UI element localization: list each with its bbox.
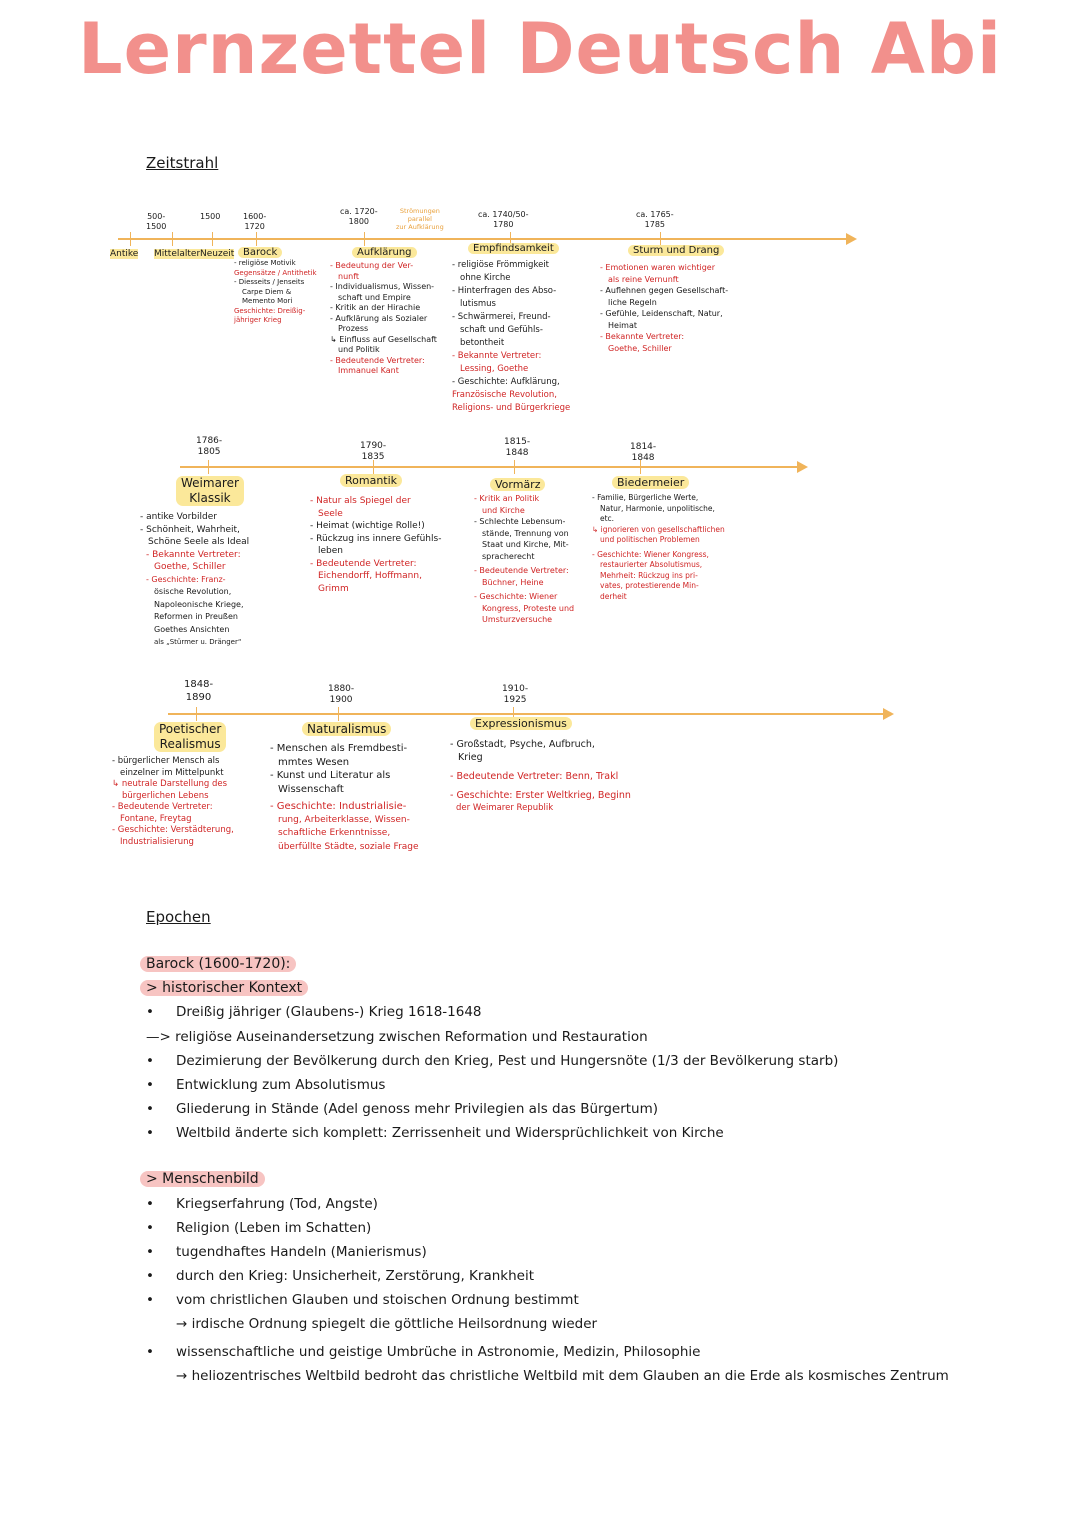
year-label: 500- 1500 bbox=[146, 212, 167, 231]
year-label: ca. 1765- 1785 bbox=[636, 210, 674, 229]
vormaerz-notes: - Kritik an Politik und Kirche - Schlechte Lebensum- stände, Trennung von Staat und Kirche, Mit- spracherecht - Bedeutende Vertreter: Büchner, Heine - Geschichte: Wiener Kongress, Proteste und Umsturzversuche bbox=[474, 494, 575, 624]
epoch-vormaerz: Vormärz bbox=[490, 478, 545, 491]
expressionismus-notes: - Großstadt, Psyche, Aufbruch, Krieg - Bedeutende Vertreter: Benn, Trakl - Geschichte: Erster Weltkrieg, Beginn der Weimarer Republik bbox=[450, 739, 631, 813]
tick bbox=[196, 707, 197, 721]
timeline-row2-line bbox=[180, 466, 798, 468]
barock-notes: - religiöse Motivik Gegensätze / Antithetik - Diesseits / Jenseits Carpe Diem & Memento Mori Geschichte: Dreißig- jähriger Krieg bbox=[234, 259, 317, 324]
history-bullets-2 bbox=[146, 1049, 838, 1145]
era-mittelalter: Mittelalter bbox=[154, 249, 201, 259]
menschenbild-sub-2: → heliozentrisches Weltbild bedroht das christliche Weltbild mit dem Glauben an die Erde als kosmisches Zentrum bbox=[176, 1368, 949, 1384]
list-item: • Religion (Leben im Schatten) bbox=[146, 1216, 579, 1240]
epoch-weimarer-klassik: Weimarer Klassik bbox=[176, 476, 244, 506]
tick bbox=[338, 707, 339, 721]
historischer-kontext-heading: > historischer Kontext bbox=[140, 980, 308, 996]
tick bbox=[130, 232, 131, 246]
barock-heading: Barock (1600-1720): bbox=[140, 956, 296, 972]
empfindsamkeit-notes: - religiöse Frömmigkeit ohne Kirche - Hinterfragen des Abso- lutismus - Schwärmerei, Freund- schaft und Gefühls- betontheit - Bekannte Vertreter: Lessing, Goethe - Geschichte: Aufklärung, Französische Revolution, Religions- und Bürgerkriege bbox=[452, 260, 571, 413]
epochen-heading: Epochen bbox=[146, 908, 211, 926]
year-label: 1880- 1900 bbox=[328, 684, 355, 705]
naturalismus-notes: - Menschen als Fremdbesti- mmtes Wesen - Kunst und Literatur als Wissenschaft - Geschichte: Industrialisie- rung, Arbeiterklasse, Wissen- schaftliche Erkenntnisse, überfüllte Städte, soziale Frage bbox=[270, 743, 419, 852]
epoch-expressionismus: Expressionismus bbox=[470, 717, 572, 730]
timeline-row1-arrow-icon bbox=[846, 233, 857, 245]
parallel-note: Strömungen parallel zur Aufklärung bbox=[396, 207, 444, 231]
list-item: • Gliederung in Stände (Adel genoss mehr Privilegien als das Bürgertum) bbox=[146, 1097, 838, 1121]
epoch-barock: Barock bbox=[238, 247, 282, 258]
history-bullets-1 bbox=[146, 1000, 482, 1024]
year-label: 1600- 1720 bbox=[243, 212, 267, 231]
realismus-notes: - bürgerlicher Mensch als einzelner im Mittelpunkt ↳ neutrale Darstellung des bürgerlichen Lebens - Bedeutende Vertreter: Fontane, Freytag - Geschichte: Verstädterung, Industrialisierung bbox=[112, 756, 234, 847]
list-item: • tugendhaftes Handeln (Manierismus) bbox=[146, 1240, 579, 1264]
epoch-sturm-und-drang: Sturm und Drang bbox=[628, 245, 724, 256]
year-label: 1786- 1805 bbox=[196, 436, 223, 457]
timeline-row1-line bbox=[118, 238, 848, 240]
timeline-heading: Zeitstrahl bbox=[146, 154, 219, 172]
era-neuzeit: Neuzeit bbox=[200, 249, 235, 259]
tick bbox=[172, 232, 173, 246]
tick bbox=[660, 232, 661, 246]
year-label: ca. 1720- 1800 bbox=[340, 207, 378, 226]
klassik-notes: - antike Vorbilder - Schönheit, Wahrheit, Schöne Seele als Ideal - Bekannte Vertreter: Goethe, Schiller - Geschichte: Franz- ösische Revolution, Napoleonische Kriege, Reformen in Preußen Goethes Ansichten als „Stürmer u. Dränger“ bbox=[140, 512, 250, 646]
epoch-empfindsamkeit: Empfindsamkeit bbox=[468, 243, 559, 254]
list-item: • Weltbild änderte sich komplett: Zerrissenheit und Widersprüchlichkeit von Kirche bbox=[146, 1121, 838, 1145]
page-title: Lernzettel Deutsch Abi bbox=[78, 8, 1002, 90]
epoch-romantik: Romantik bbox=[340, 474, 402, 487]
menschenbild-sub-1: → irdische Ordnung spiegelt die göttliche Heilsordnung wieder bbox=[176, 1316, 598, 1332]
year-label: 1790- 1835 bbox=[360, 441, 387, 462]
menschenbild-bullets-2 bbox=[146, 1340, 700, 1364]
list-item: • Entwicklung zum Absolutismus bbox=[146, 1073, 838, 1097]
menschenbild-bullets bbox=[146, 1192, 579, 1312]
list-item: • Dreißig jähriger (Glaubens-) Krieg 1618-1648 bbox=[146, 1000, 482, 1024]
biedermeier-notes: - Familie, Bürgerliche Werte, Natur, Harmonie, unpolitische, etc. ↳ ignorieren von gesellschaftlichen und politischen Problemen - Geschichte: Wiener Kongress, restaurierter Absolutismus, Mehrheit: Rückzug ins pri- vates, protestierende Min- derheit bbox=[592, 493, 725, 601]
menschenbild-heading: > Menschenbild bbox=[140, 1171, 265, 1187]
tick bbox=[364, 232, 365, 246]
tick bbox=[514, 460, 515, 474]
timeline-row3-arrow-icon bbox=[883, 708, 894, 720]
tick bbox=[212, 232, 213, 246]
year-label: 1500 bbox=[200, 212, 221, 221]
year-label: ca. 1740/50- 1780 bbox=[478, 210, 529, 229]
list-item: • Dezimierung der Bevölkerung durch den Krieg, Pest und Hungersnöte (1/3 der Bevölkerung starb) bbox=[146, 1049, 838, 1073]
romantik-notes: - Natur als Spiegel der Seele - Heimat (wichtige Rolle!) - Rückzug ins innere Gefühls- leben - Bedeutende Vertreter: Eichendorff, Hoffmann, Grimm bbox=[310, 496, 442, 594]
sturm-und-drang-notes: - Emotionen waren wichtiger als reine Vernunft - Auflehnen gegen Gesellschaft- liche Regeln - Gefühle, Leidenschaft, Natur, Heimat - Bekannte Vertreter: Goethe, Schiller bbox=[600, 263, 729, 353]
timeline-row2-arrow-icon bbox=[797, 461, 808, 473]
epoch-aufklaerung: Aufklärung bbox=[352, 247, 417, 258]
epoch-poetischer-realismus: Poetischer Realismus bbox=[154, 722, 226, 752]
timeline-row3-line bbox=[168, 713, 884, 715]
epoch-naturalismus: Naturalismus bbox=[302, 722, 391, 736]
tick bbox=[256, 232, 257, 246]
list-item: • durch den Krieg: Unsicherheit, Zerstörung, Krankheit bbox=[146, 1264, 579, 1288]
era-antike: Antike bbox=[110, 249, 139, 259]
list-item: • wissenschaftliche und geistige Umbrüche in Astronomie, Medizin, Philosophie bbox=[146, 1340, 700, 1364]
list-item: • Kriegserfahrung (Tod, Angste) bbox=[146, 1192, 579, 1216]
history-arrow-line: —> religiöse Auseinandersetzung zwischen Reformation und Restauration bbox=[146, 1029, 648, 1045]
tick bbox=[208, 460, 209, 474]
year-label: 1848- 1890 bbox=[184, 679, 214, 703]
year-label: 1815- 1848 bbox=[504, 437, 531, 458]
list-item: • vom christlichen Glauben und stoischen Ordnung bestimmt bbox=[146, 1288, 579, 1312]
aufklaerung-notes: - Bedeutung der Ver- nunft - Individualismus, Wissen- schaft und Empire - Kritik an der Hirachie - Aufklärung als Sozialer Prozess ↳ Einfluss auf Gesellschaft und Politik - Bedeutende Vertreter: Immanuel Kant bbox=[330, 261, 437, 375]
epoch-biedermeier: Biedermeier bbox=[612, 476, 689, 489]
year-label: 1814- 1848 bbox=[630, 442, 657, 463]
year-label: 1910- 1925 bbox=[502, 684, 529, 705]
